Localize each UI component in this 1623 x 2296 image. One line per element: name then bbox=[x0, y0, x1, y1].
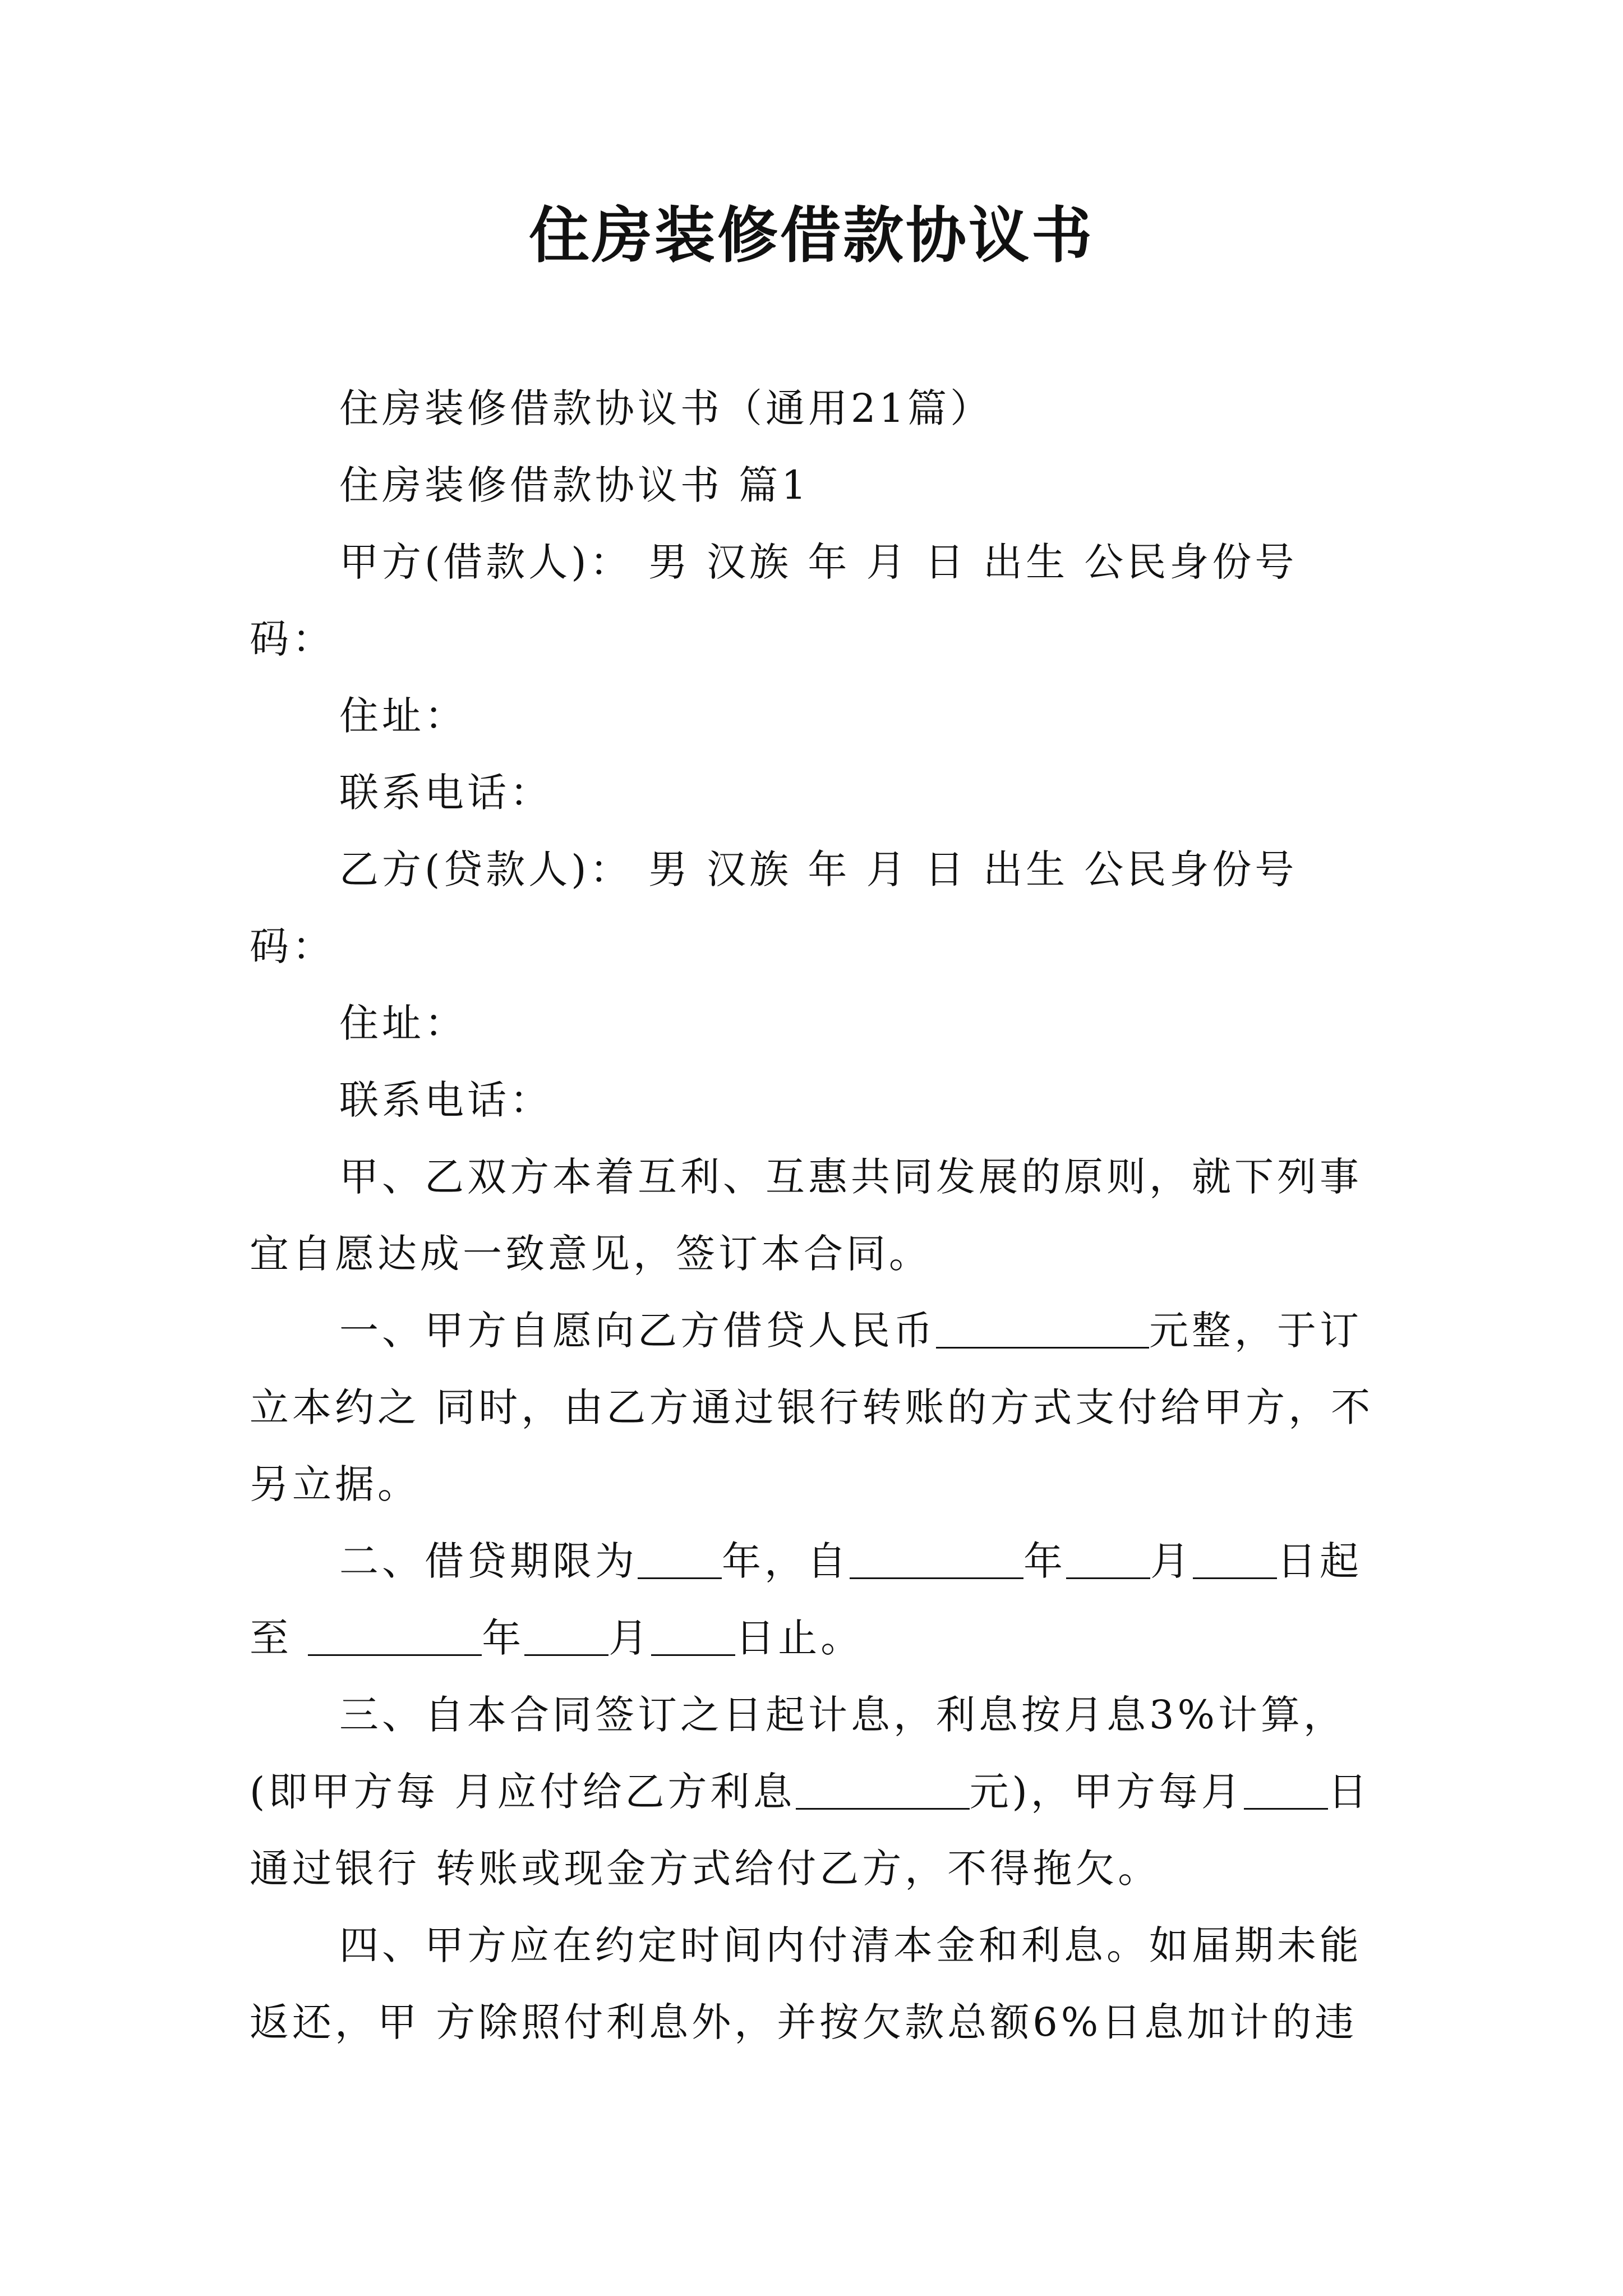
clause-3-text-b: 元)，甲方每月 bbox=[969, 1769, 1244, 1815]
intro-paragraph: 甲、乙双方本着互利、互惠共同发展的原则，就下列事宜自愿达成一致意见，签订本合同。 bbox=[250, 1154, 1362, 1277]
end-month-blank bbox=[524, 1619, 608, 1656]
term-years-blank bbox=[638, 1542, 722, 1579]
clause-2-text-f: 年 bbox=[482, 1615, 525, 1661]
monthly-interest-blank bbox=[796, 1773, 970, 1810]
start-month-blank bbox=[1066, 1542, 1150, 1579]
start-year-blank bbox=[850, 1542, 1023, 1579]
payment-day-blank bbox=[1244, 1773, 1328, 1810]
clause-2-text-b: 年，自 bbox=[722, 1538, 850, 1584]
clause-4: 四、甲方应在约定时间内付清本金和利息。如届期未能返还，甲 方除照付利息外，并按欠款总额6%日息加计的违 bbox=[250, 1922, 1362, 2045]
party-b-phone: 联系电话： bbox=[339, 1077, 552, 1123]
clause-3-text-c: 日通过银行 转账或现金方式给付乙方，不得拖欠。 bbox=[250, 1769, 1371, 1892]
clause-1 bbox=[250, 1292, 1382, 1523]
clause-3 bbox=[250, 1677, 1382, 1907]
end-day-blank bbox=[651, 1619, 735, 1656]
party-b-info: 乙方(贷款人)： 男 汉族 年 月 日 出生 公民身份号码： bbox=[250, 846, 1298, 969]
party-a-address: 住址： bbox=[339, 693, 467, 739]
clause-2-text-c: 年 bbox=[1023, 1538, 1066, 1584]
party-a-phone: 联系电话： bbox=[339, 770, 552, 816]
end-year-blank bbox=[308, 1619, 482, 1656]
clause-1-text-b: 元整，于订立本约之 同时，由乙方通过银行转账的方式支付给甲方，不另立据。 bbox=[250, 1308, 1374, 1507]
clause-2-text-e: 日起至 bbox=[250, 1538, 1362, 1661]
document-body bbox=[250, 370, 1382, 2061]
clause-2 bbox=[250, 1523, 1382, 1677]
party-b-address: 住址： bbox=[339, 1000, 467, 1046]
clause-2-text-h: 日止。 bbox=[735, 1615, 864, 1661]
section-heading: 住房装修借款协议书 篇1 bbox=[339, 462, 810, 508]
clause-2-text-d: 月 bbox=[1150, 1538, 1193, 1584]
document-title: 住房装修借款协议书 bbox=[528, 200, 1094, 271]
party-a-info: 甲方(借款人)： 男 汉族 年 月 日 出生 公民身份号码： bbox=[250, 539, 1298, 662]
amount-blank bbox=[936, 1312, 1149, 1349]
clause-2-text-a: 二、借贷期限为 bbox=[339, 1538, 638, 1584]
clause-3-text-a: 三、自本合同签订之日起计息，利息按月息3%计算，(即甲方每 月应付给乙方利息 bbox=[250, 1692, 1347, 1815]
subtitle: 住房装修借款协议书（通用21篇） bbox=[339, 385, 993, 431]
clause-1-text-a: 一、甲方自愿向乙方借贷人民币 bbox=[339, 1308, 936, 1354]
start-day-blank bbox=[1193, 1542, 1277, 1579]
clause-2-text-g: 月 bbox=[608, 1615, 652, 1661]
